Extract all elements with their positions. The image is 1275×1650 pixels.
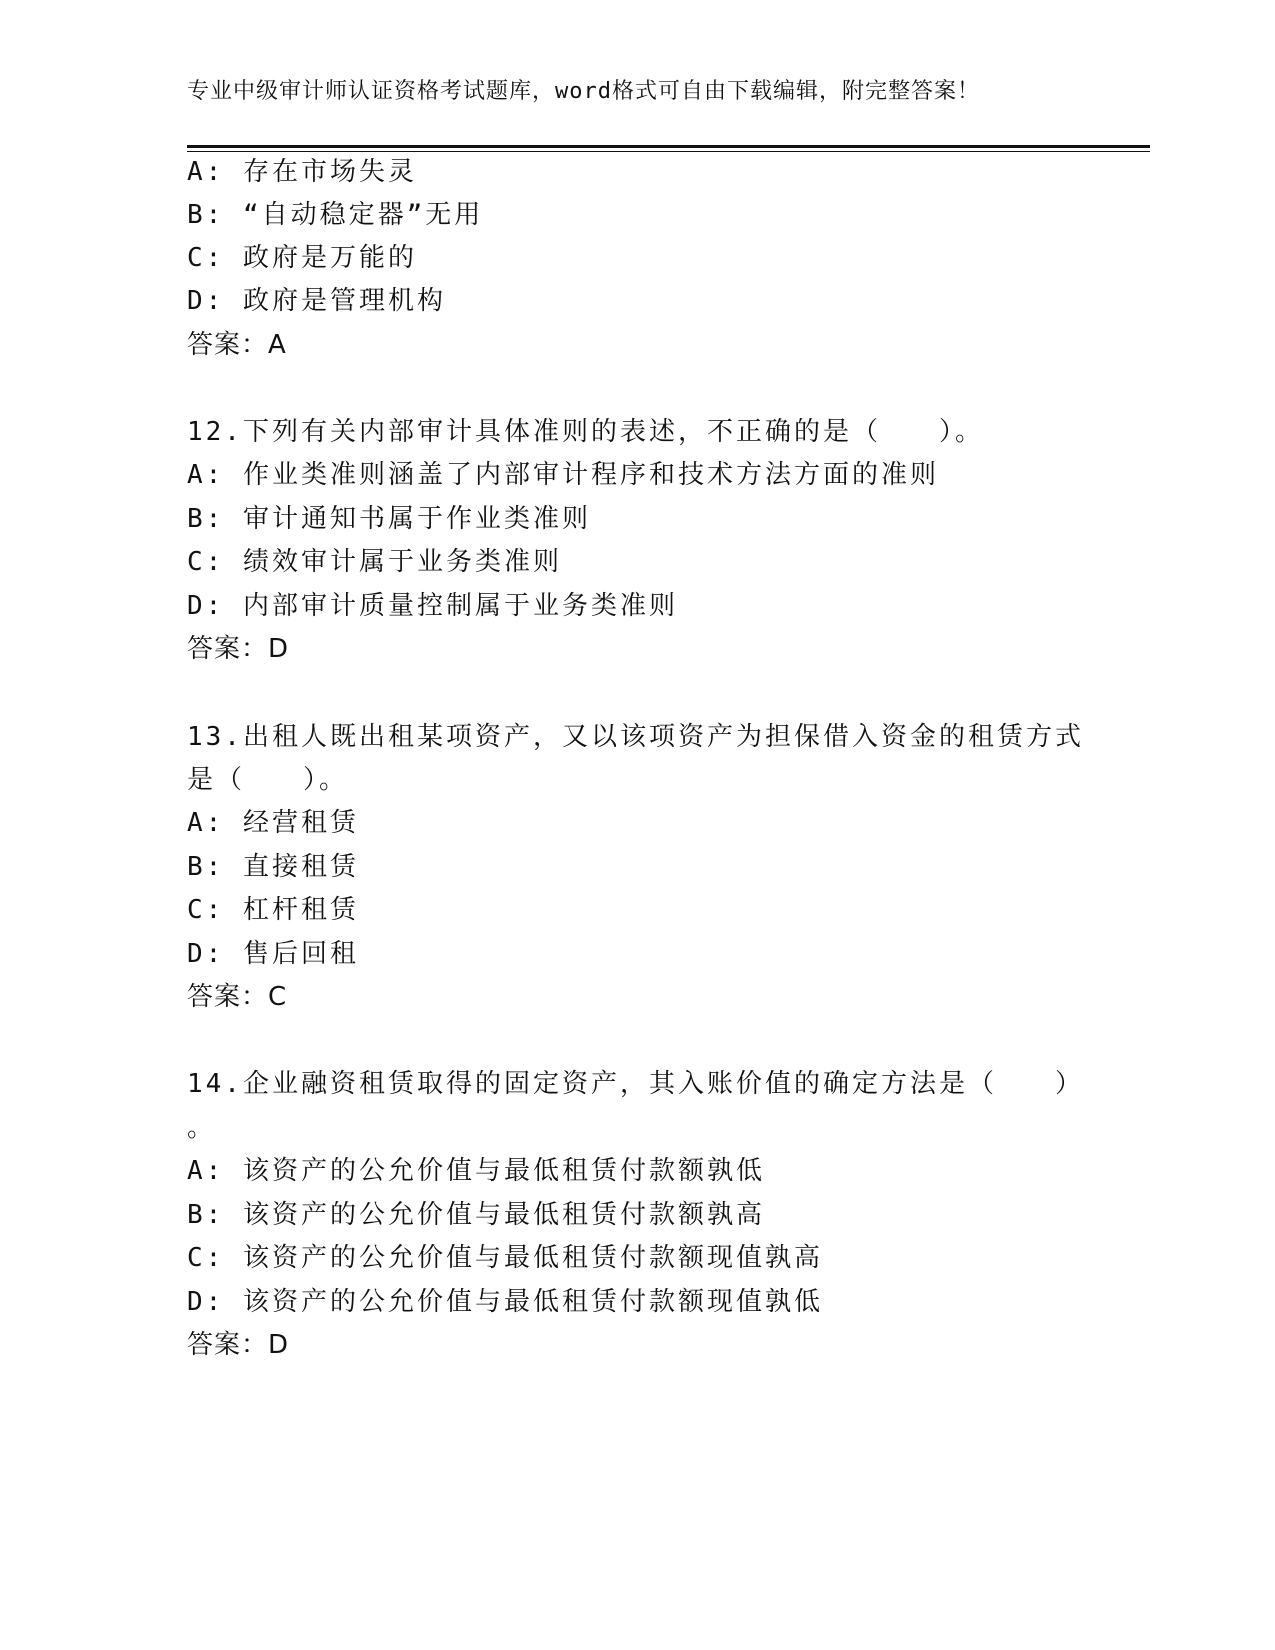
q13-answer: 答案：C xyxy=(187,982,288,1012)
q12-answer: 答案：D xyxy=(187,634,290,664)
q14-answer: 答案：D xyxy=(187,1330,290,1360)
q13-option-c: C: 杠杆租赁 xyxy=(187,895,359,925)
option-a: A: 存在市场失灵 xyxy=(187,157,417,187)
option-b: B: “自动稳定器”无用 xyxy=(187,200,484,230)
q13-option-d: D: 售后回租 xyxy=(187,939,359,969)
option-c: C: 政府是万能的 xyxy=(187,243,417,273)
question-12-stem: 12.下列有关内部审计具体准则的表述，不正确的是（ ）。 xyxy=(187,417,984,447)
q13-option-b: B: 直接租赁 xyxy=(187,852,359,882)
question-14-stem-line1: 14.企业融资租赁取得的固定资产，其入账价值的确定方法是（ ） xyxy=(187,1069,1084,1099)
question-14-stem-line2: 。 xyxy=(187,1113,217,1143)
q12-option-d: D: 内部审计质量控制属于业务类准则 xyxy=(187,591,678,621)
q12-option-a: A: 作业类准则涵盖了内部审计程序和技术方法方面的准则 xyxy=(187,460,939,490)
header-rule-thin xyxy=(187,151,1150,152)
question-13-stem-line1: 13.出租人既出租某项资产，又以该项资产为担保借入资金的租赁方式 xyxy=(187,722,1084,752)
q12-option-b: B: 审计通知书属于作业类准则 xyxy=(187,504,591,534)
header-rule-thick xyxy=(187,145,1150,148)
q12-option-c: C: 绩效审计属于业务类准则 xyxy=(187,547,562,577)
question-13-stem-line2: 是（ ）。 xyxy=(187,765,349,795)
q14-option-d: D: 该资产的公允价值与最低租赁付款额现值孰低 xyxy=(187,1287,823,1317)
option-d: D: 政府是管理机构 xyxy=(187,286,446,316)
q14-option-b: B: 该资产的公允价值与最低租赁付款额孰高 xyxy=(187,1200,765,1230)
page-header: 专业中级审计师认证资格考试题库，word格式可自由下载编辑，附完整答案！ xyxy=(187,79,980,104)
q13-option-a: A: 经营租赁 xyxy=(187,808,359,838)
q14-option-a: A: 该资产的公允价值与最低租赁付款额孰低 xyxy=(187,1156,765,1186)
q14-option-c: C: 该资产的公允价值与最低租赁付款额现值孰高 xyxy=(187,1243,823,1273)
answer: 答案：A xyxy=(187,330,287,360)
